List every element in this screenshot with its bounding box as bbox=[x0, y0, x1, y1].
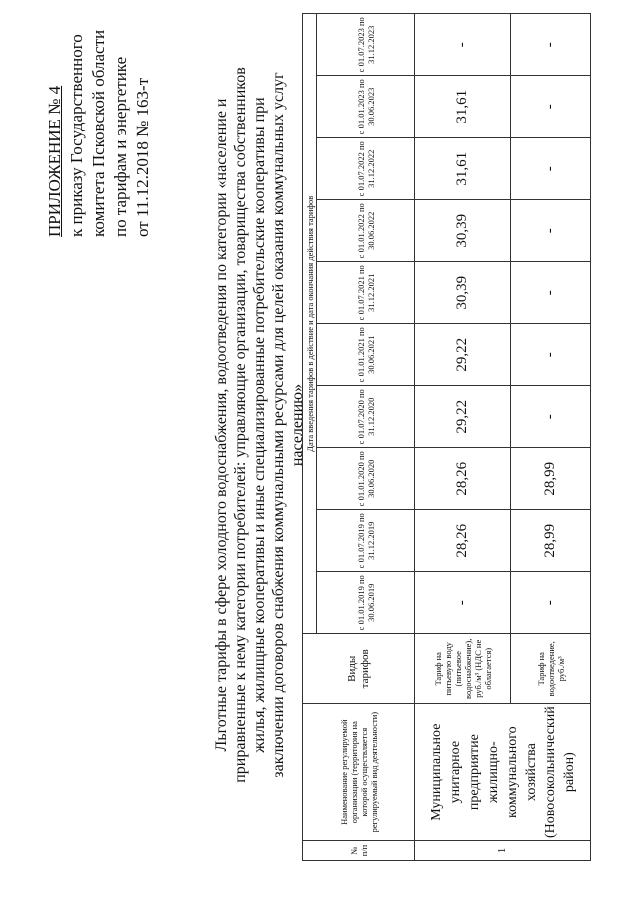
header-period: с 01.01.2020 по 30.06.2020 bbox=[317, 448, 415, 510]
tariff-value: - bbox=[415, 572, 511, 634]
tariff-value: 31,61 bbox=[415, 76, 511, 138]
row-number: 1 bbox=[415, 841, 591, 861]
header-period: с 01.01.2021 по 30.06.2021 bbox=[317, 324, 415, 386]
tariff-value: - bbox=[511, 76, 591, 138]
header-dates-group: Дата введения тарифов в действие и дата окончания действия тарифов bbox=[303, 14, 317, 634]
tariff-value: - bbox=[415, 14, 511, 76]
table-row bbox=[415, 14, 511, 861]
header-number: № п/п bbox=[303, 841, 415, 861]
tariff-value: 30,39 bbox=[415, 262, 511, 324]
appendix-line: комитета Псковской области bbox=[89, 29, 108, 237]
header-period: с 01.07.2019 по 31.12.2019 bbox=[317, 510, 415, 572]
tariff-value: 28,99 bbox=[511, 510, 591, 572]
header-period: с 01.07.2020 по 31.12.2020 bbox=[317, 386, 415, 448]
header-period: с 01.07.2021 по 31.12.2021 bbox=[317, 262, 415, 324]
tariff-table bbox=[302, 13, 591, 861]
tariff-value: - bbox=[511, 14, 591, 76]
organization-name: Муниципальное унитарное предприятие жилищно-коммунального хозяйства (Новосокольнический район) bbox=[415, 704, 591, 841]
appendix-line: к приказу Государственного bbox=[67, 34, 86, 237]
tariff-value: - bbox=[511, 262, 591, 324]
tariff-value: - bbox=[511, 200, 591, 262]
tariff-value: - bbox=[511, 572, 591, 634]
header-tariff-kind: Виды тарифов bbox=[303, 634, 415, 704]
tariff-value: 30,39 bbox=[415, 200, 511, 262]
tariff-value: 28,99 bbox=[511, 448, 591, 510]
appendix-title: ПРИЛОЖЕНИЕ № 4 bbox=[45, 85, 64, 237]
tariff-value: 29,22 bbox=[415, 324, 511, 386]
tariff-value: 28,26 bbox=[415, 510, 511, 572]
header-period: с 01.01.2019 по 30.06.2019 bbox=[317, 572, 415, 634]
tariff-kind: Тариф на питьевую воду (питьевое водоснабжение), руб./м³ (НДС не облагается) bbox=[415, 634, 511, 704]
tariff-value: - bbox=[511, 138, 591, 200]
document-heading: Льготные тарифы в сфере холодного водоснабжения, водоотведения по категории «население и приравненные к нему категории потребителей: управляющие организации, товарищества собственников жилья, жилищные кооперативы и иные специализированные потребительские кооперативы при заключении договоров снабжения коммунальными ресурсами для целей оказания коммунальных услуг населению» bbox=[213, 67, 306, 783]
header-period: с 01.07.2023 по 31.12.2023 bbox=[317, 14, 415, 76]
appendix-line: по тарифам и энергетике bbox=[111, 56, 130, 237]
header-period: с 01.01.2022 по 30.06.2022 bbox=[317, 200, 415, 262]
header-organization: Наименование регулируемой организации (территория на которой осуществляется регулируемый вид деятельности) bbox=[303, 704, 415, 841]
header-period: с 01.07.2022 по 31.12.2022 bbox=[317, 138, 415, 200]
tariff-value: 29,22 bbox=[415, 386, 511, 448]
tariff-value: - bbox=[511, 324, 591, 386]
tariff-value: 31,61 bbox=[415, 138, 511, 200]
header-period: с 01.01.2023 по 30.06.2023 bbox=[317, 76, 415, 138]
tariff-value: 28,26 bbox=[415, 448, 511, 510]
tariff-kind: Тариф на водоотведение, руб./м³ bbox=[511, 634, 591, 704]
tariff-value: - bbox=[511, 386, 591, 448]
appendix-block bbox=[44, 7, 154, 237]
appendix-line: от 11.12.2018 № 163-т bbox=[133, 77, 152, 237]
